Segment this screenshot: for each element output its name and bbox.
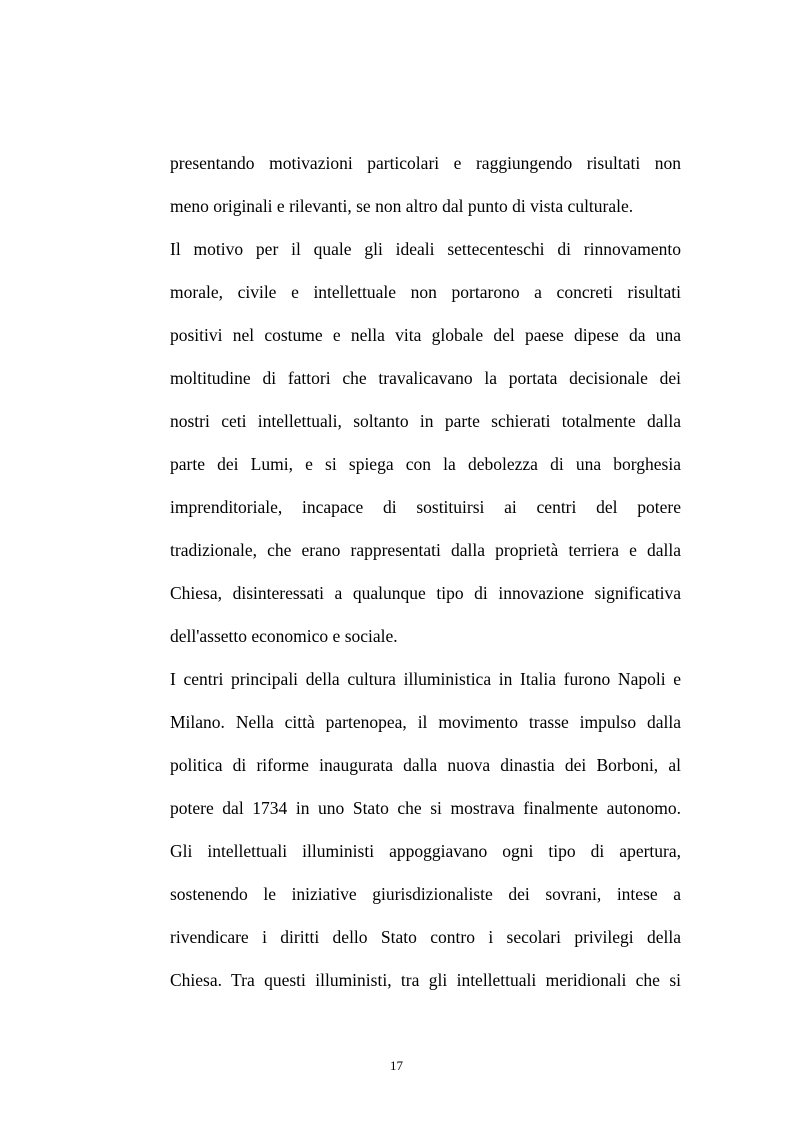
text-line: Milano. Nella città partenopea, il movimento trasse impulso dalla [170, 712, 681, 732]
text-line: imprenditoriale, incapace di sostituirsi ai centri del potere [170, 497, 681, 517]
text-line: Gli intellettuali illuministi appoggiavano ogni tipo di apertura, [170, 841, 681, 861]
text-line: tradizionale, che erano rappresentati dalla proprietà terriera e dalla [170, 540, 681, 560]
text-line: politica di riforme inaugurata dalla nuova dinastia dei Borboni, al [170, 755, 681, 775]
text-line: Il motivo per il quale gli ideali settecenteschi di rinnovamento [170, 239, 681, 259]
text-line: potere dal 1734 in uno Stato che si mostrava finalmente autonomo. [170, 798, 681, 818]
text-line: rivendicare i diritti dello Stato contro i secolari privilegi della [170, 927, 681, 947]
text-line: Chiesa, disinteressati a qualunque tipo di innovazione significativa [170, 583, 681, 603]
text-line: positivi nel costume e nella vita globale del paese dipese da una [170, 325, 681, 345]
text-line: I centri principali della cultura illuministica in Italia furono Napoli e [170, 669, 681, 689]
text-line: presentando motivazioni particolari e raggiungendo risultati non [170, 153, 681, 173]
text-line: morale, civile e intellettuale non portarono a concreti risultati [170, 282, 681, 302]
text-line: Chiesa. Tra questi illuministi, tra gli intellettuali meridionali che si [170, 970, 681, 990]
text-line: sostenendo le iniziative giurisdizionaliste dei sovrani, intese a [170, 884, 681, 904]
page-number: 17 [390, 1058, 403, 1073]
text-line: dell'assetto economico e sociale. [170, 626, 398, 646]
text-line: moltitudine di fattori che travalicavano la portata decisionale dei [170, 368, 681, 388]
text-line: meno originali e rilevanti, se non altro dal punto di vista culturale. [170, 196, 634, 216]
text-line: parte dei Lumi, e si spiega con la debolezza di una borghesia [170, 454, 681, 474]
text-line: nostri ceti intellettuali, soltanto in parte schierati totalmente dalla [170, 411, 681, 431]
